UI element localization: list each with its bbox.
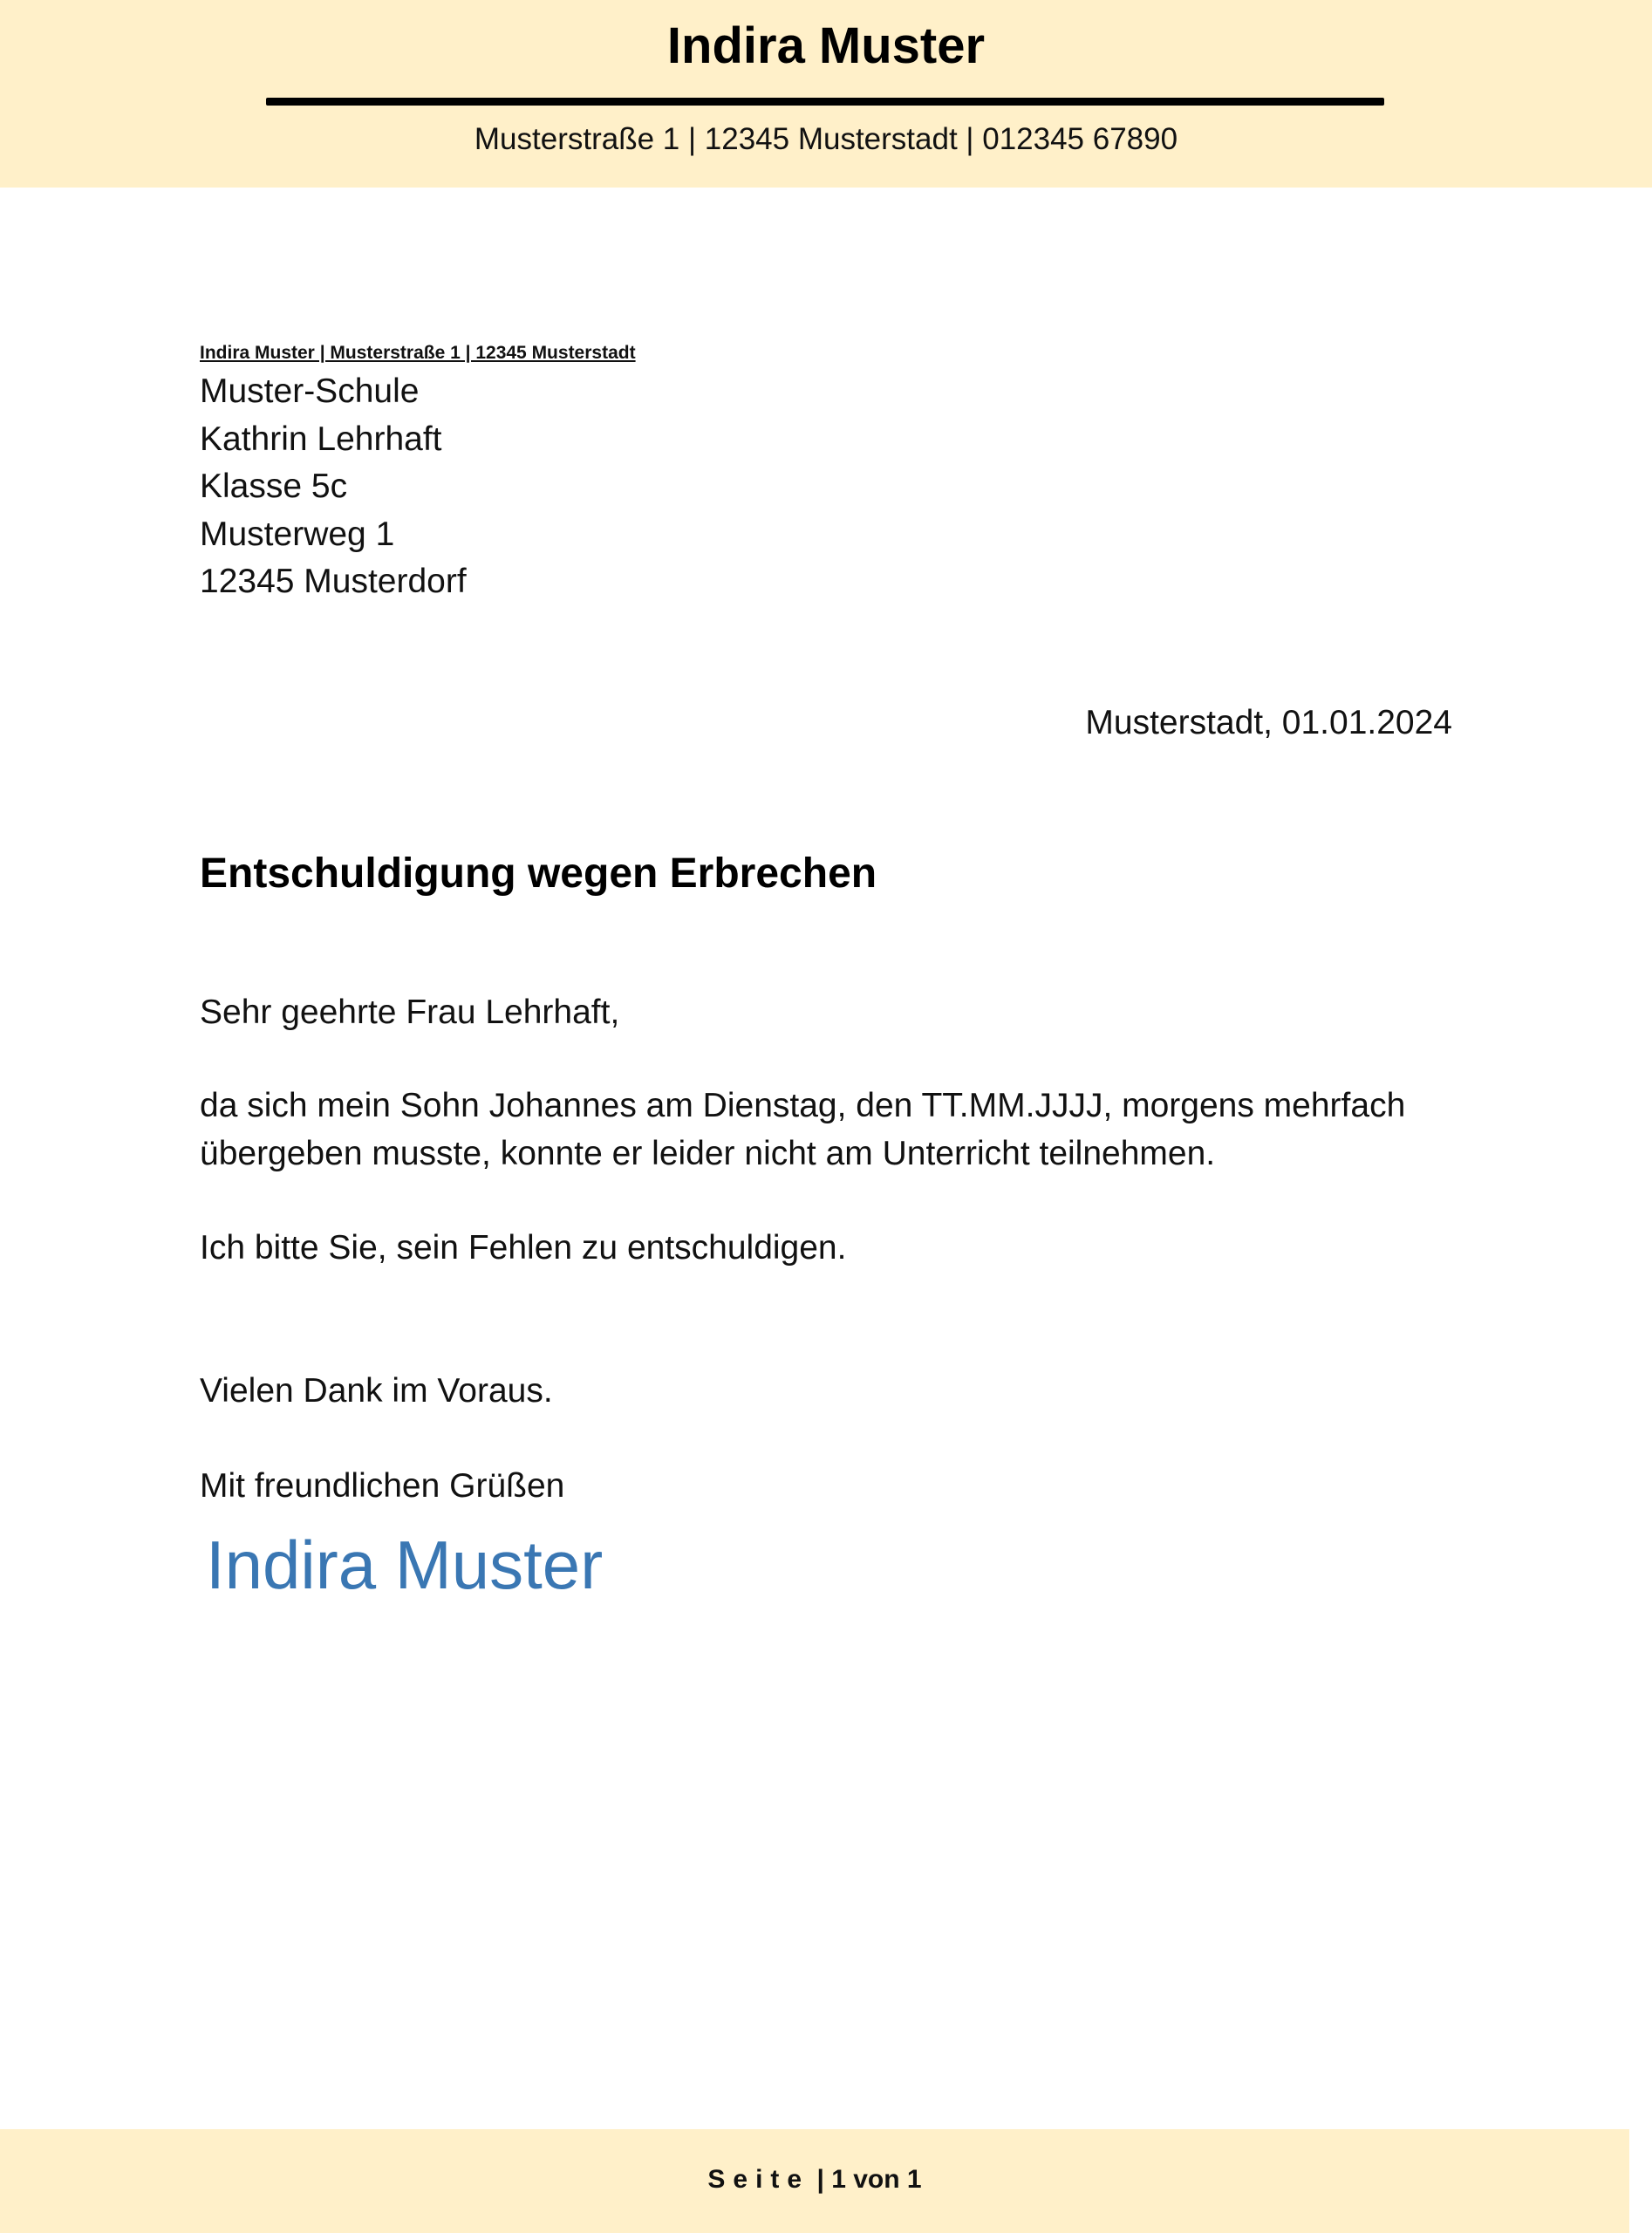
body-line: da sich mein Sohn Johannes am Dienstag, den TT.MM.JJJJ, morgens mehrfach <box>200 1087 1406 1124</box>
letter-date: Musterstadt, 01.01.2024 <box>1085 704 1452 741</box>
recipient-line: Kathrin Lehrhaft <box>200 420 442 458</box>
sender-return-address: Indira Muster | Musterstraße 1 | 12345 Musterstadt <box>200 343 636 363</box>
page-footer <box>0 2129 1629 2233</box>
signature: Indira Muster <box>206 1526 604 1603</box>
recipient-line: 12345 Musterdorf <box>200 563 467 600</box>
letterhead <box>0 0 1652 188</box>
body-paragraph-1 <box>200 1082 1405 1178</box>
recipient-line: Musterweg 1 <box>200 515 395 553</box>
page-label: Seite <box>707 2165 810 2194</box>
page-number: | 1 von 1 <box>816 2165 922 2194</box>
body-paragraph-2: Ich bitte Sie, sein Fehlen zu entschuldigen. <box>200 1229 847 1267</box>
body-line: übergeben musste, konnte er leider nicht am Unterricht teilnehmen. <box>200 1134 1216 1172</box>
page-indicator <box>0 2161 1629 2199</box>
closing-line: Mit freundlichen Grüßen <box>200 1467 565 1505</box>
thanks-line: Vielen Dank im Voraus. <box>200 1372 553 1410</box>
letter-subject: Entschuldigung wegen Erbrechen <box>200 850 877 897</box>
letterhead-name: Indira Muster <box>666 17 986 74</box>
letterhead-contact: Musterstraße 1 | 12345 Musterstadt | 012345 67890 <box>474 122 1178 156</box>
salutation: Sehr geehrte Frau Lehrhaft, <box>200 994 620 1031</box>
recipient-line: Klasse 5c <box>200 468 348 505</box>
recipient-line: Muster-Schule <box>200 372 420 410</box>
letterhead-divider <box>266 98 1384 106</box>
recipient-address <box>200 368 467 606</box>
